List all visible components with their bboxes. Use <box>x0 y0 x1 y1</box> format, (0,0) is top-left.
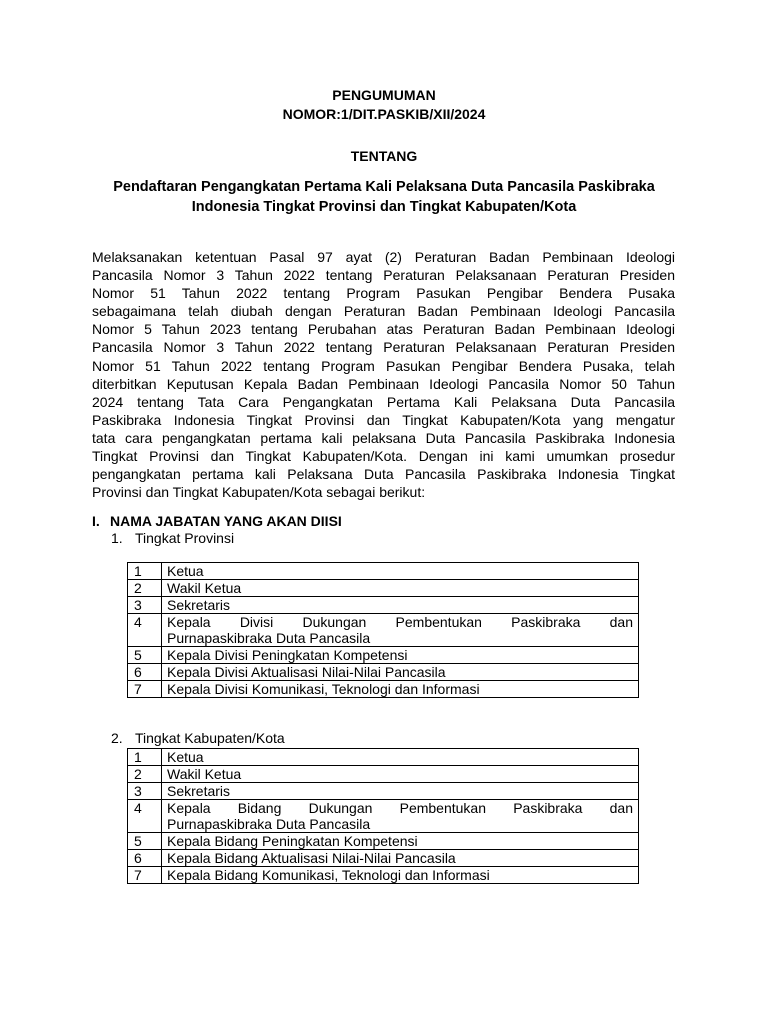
row-number: 5 <box>128 833 162 850</box>
table-row <box>128 597 639 614</box>
table-row <box>128 766 639 783</box>
paragraph-line: Tingkat Provinsi dan Tingkat Kabupaten/Kota. Dengan ini kami umumkan prosedur <box>92 448 675 465</box>
document-title: PENGUMUMAN <box>332 87 436 103</box>
position-name: Wakil Ketua <box>162 580 639 597</box>
paragraph-line: Nomor 51 Tahun 2022 tentang Program Pasukan Pengibar Bendera Pusaka <box>92 285 675 302</box>
position-name: Wakil Ketua <box>162 766 639 783</box>
position-name-line: Purnapaskibraka Duta Pancasila <box>167 816 371 832</box>
row-number: 4 <box>128 800 162 833</box>
section-heading-text: NAMA JABATAN YANG AKAN DIISI <box>110 513 342 529</box>
position-name: Kepala Bidang Komunikasi, Teknologi dan Informasi <box>162 867 639 884</box>
paragraph-line: tata cara pengangkatan pertama kali pelaksana Duta Pancasila Paskibraka Indonesia <box>92 429 675 446</box>
table-row <box>128 647 639 664</box>
row-number: 5 <box>128 647 162 664</box>
document-number: NOMOR:1/DIT.PASKIB/XII/2024 <box>282 106 486 122</box>
paragraph-line: Pancasila Nomor 3 Tahun 2022 tentang Peraturan Pelaksanaan Peraturan Presiden <box>92 267 675 284</box>
subsection-number: 2. <box>111 730 123 746</box>
table-row <box>128 833 639 850</box>
paragraph-line: Provinsi dan Tingkat Kabupaten/Kota sebagai berikut: <box>92 484 426 501</box>
row-number: 3 <box>128 783 162 800</box>
paragraph-line: Melaksanakan ketentuan Pasal 97 ayat (2) Peraturan Badan Pembinaan Ideologi <box>92 249 675 265</box>
position-name: Kepala Bidang Aktualisasi Nilai-Nilai Pancasila <box>162 850 639 867</box>
row-number: 6 <box>128 850 162 867</box>
subject-line: Indonesia Tingkat Provinsi dan Tingkat Kabupaten/Kota <box>191 199 577 215</box>
row-number: 2 <box>128 766 162 783</box>
paragraph-line: diterbitkan Keputusan Kepala Badan Pembinaan Ideologi Pancasila Nomor 50 Tahun <box>92 375 675 392</box>
jabatan-table-provinsi <box>127 562 639 698</box>
row-number: 7 <box>128 681 162 698</box>
position-name: Ketua <box>162 563 639 580</box>
paragraph-line: Paskibraka Indonesia Tingkat Provinsi dan Tingkat Kabupaten/Kota yang mengatur <box>92 411 675 428</box>
subsection-heading-provinsi <box>111 530 234 546</box>
table-row <box>128 867 639 884</box>
row-number: 2 <box>128 580 162 597</box>
jabatan-table-kabupaten <box>127 748 639 884</box>
table-row <box>128 664 639 681</box>
row-number: 7 <box>128 867 162 884</box>
row-number: 6 <box>128 664 162 681</box>
table-row <box>128 681 639 698</box>
position-name <box>162 614 639 647</box>
position-name <box>162 800 639 833</box>
body-paragraph <box>92 248 675 501</box>
subsection-label: Tingkat Provinsi <box>135 530 235 546</box>
document-about-label: TENTANG <box>350 148 418 164</box>
paragraph-line: pengangkatan pertama kali Pelaksana Duta Pancasila Paskibraka Indonesia Tingkat <box>92 466 675 483</box>
table-row <box>128 800 639 833</box>
table-row <box>128 614 639 647</box>
position-name: Kepala Divisi Komunikasi, Teknologi dan Informasi <box>162 681 639 698</box>
row-number: 1 <box>128 563 162 580</box>
paragraph-line: Nomor 5 Tahun 2023 tentang Perubahan atas Peraturan Badan Pembinaan Ideologi <box>92 321 675 338</box>
position-name: Kepala Divisi Peningkatan Kompetensi <box>162 647 639 664</box>
table-row <box>128 580 639 597</box>
row-number: 3 <box>128 597 162 614</box>
subsection-heading-kabupaten <box>111 730 285 746</box>
position-name: Sekretaris <box>162 597 639 614</box>
row-number: 1 <box>128 749 162 766</box>
section-heading <box>92 513 342 529</box>
position-name-line: Kepala Bidang Dukungan Pembentukan Paskibraka dan <box>167 800 633 816</box>
table-row <box>128 783 639 800</box>
position-name-line: Kepala Divisi Dukungan Pembentukan Paskibraka dan <box>167 614 633 630</box>
row-number: 4 <box>128 614 162 647</box>
table-row <box>128 563 639 580</box>
subsection-label: Tingkat Kabupaten/Kota <box>135 730 285 746</box>
paragraph-line: sebagaimana telah diubah dengan Peraturan Badan Pembinaan Ideologi Pancasila <box>92 303 675 320</box>
position-name: Kepala Divisi Aktualisasi Nilai-Nilai Pancasila <box>162 664 639 681</box>
position-name: Kepala Bidang Peningkatan Kompetensi <box>162 833 639 850</box>
table-row <box>128 850 639 867</box>
subsection-number: 1. <box>111 530 123 546</box>
paragraph-line: Pancasila Nomor 3 Tahun 2022 tentang Peraturan Pelaksanaan Peraturan Presiden <box>92 339 675 356</box>
paragraph-line: 2024 tentang Tata Cara Pengangkatan Pertama Kali Pelaksana Duta Pancasila <box>92 393 675 410</box>
position-name: Ketua <box>162 749 639 766</box>
section-numeral: I. <box>92 513 100 529</box>
document-subject <box>80 177 688 217</box>
position-name-line: Purnapaskibraka Duta Pancasila <box>167 630 371 646</box>
subject-line: Pendaftaran Pengangkatan Pertama Kali Pelaksana Duta Pancasila Paskibraka <box>113 179 655 195</box>
paragraph-line: Nomor 51 Tahun 2022 tentang Program Pasukan Pengibar Bendera Pusaka, telah <box>92 357 675 374</box>
table-row <box>128 749 639 766</box>
position-name: Sekretaris <box>162 783 639 800</box>
